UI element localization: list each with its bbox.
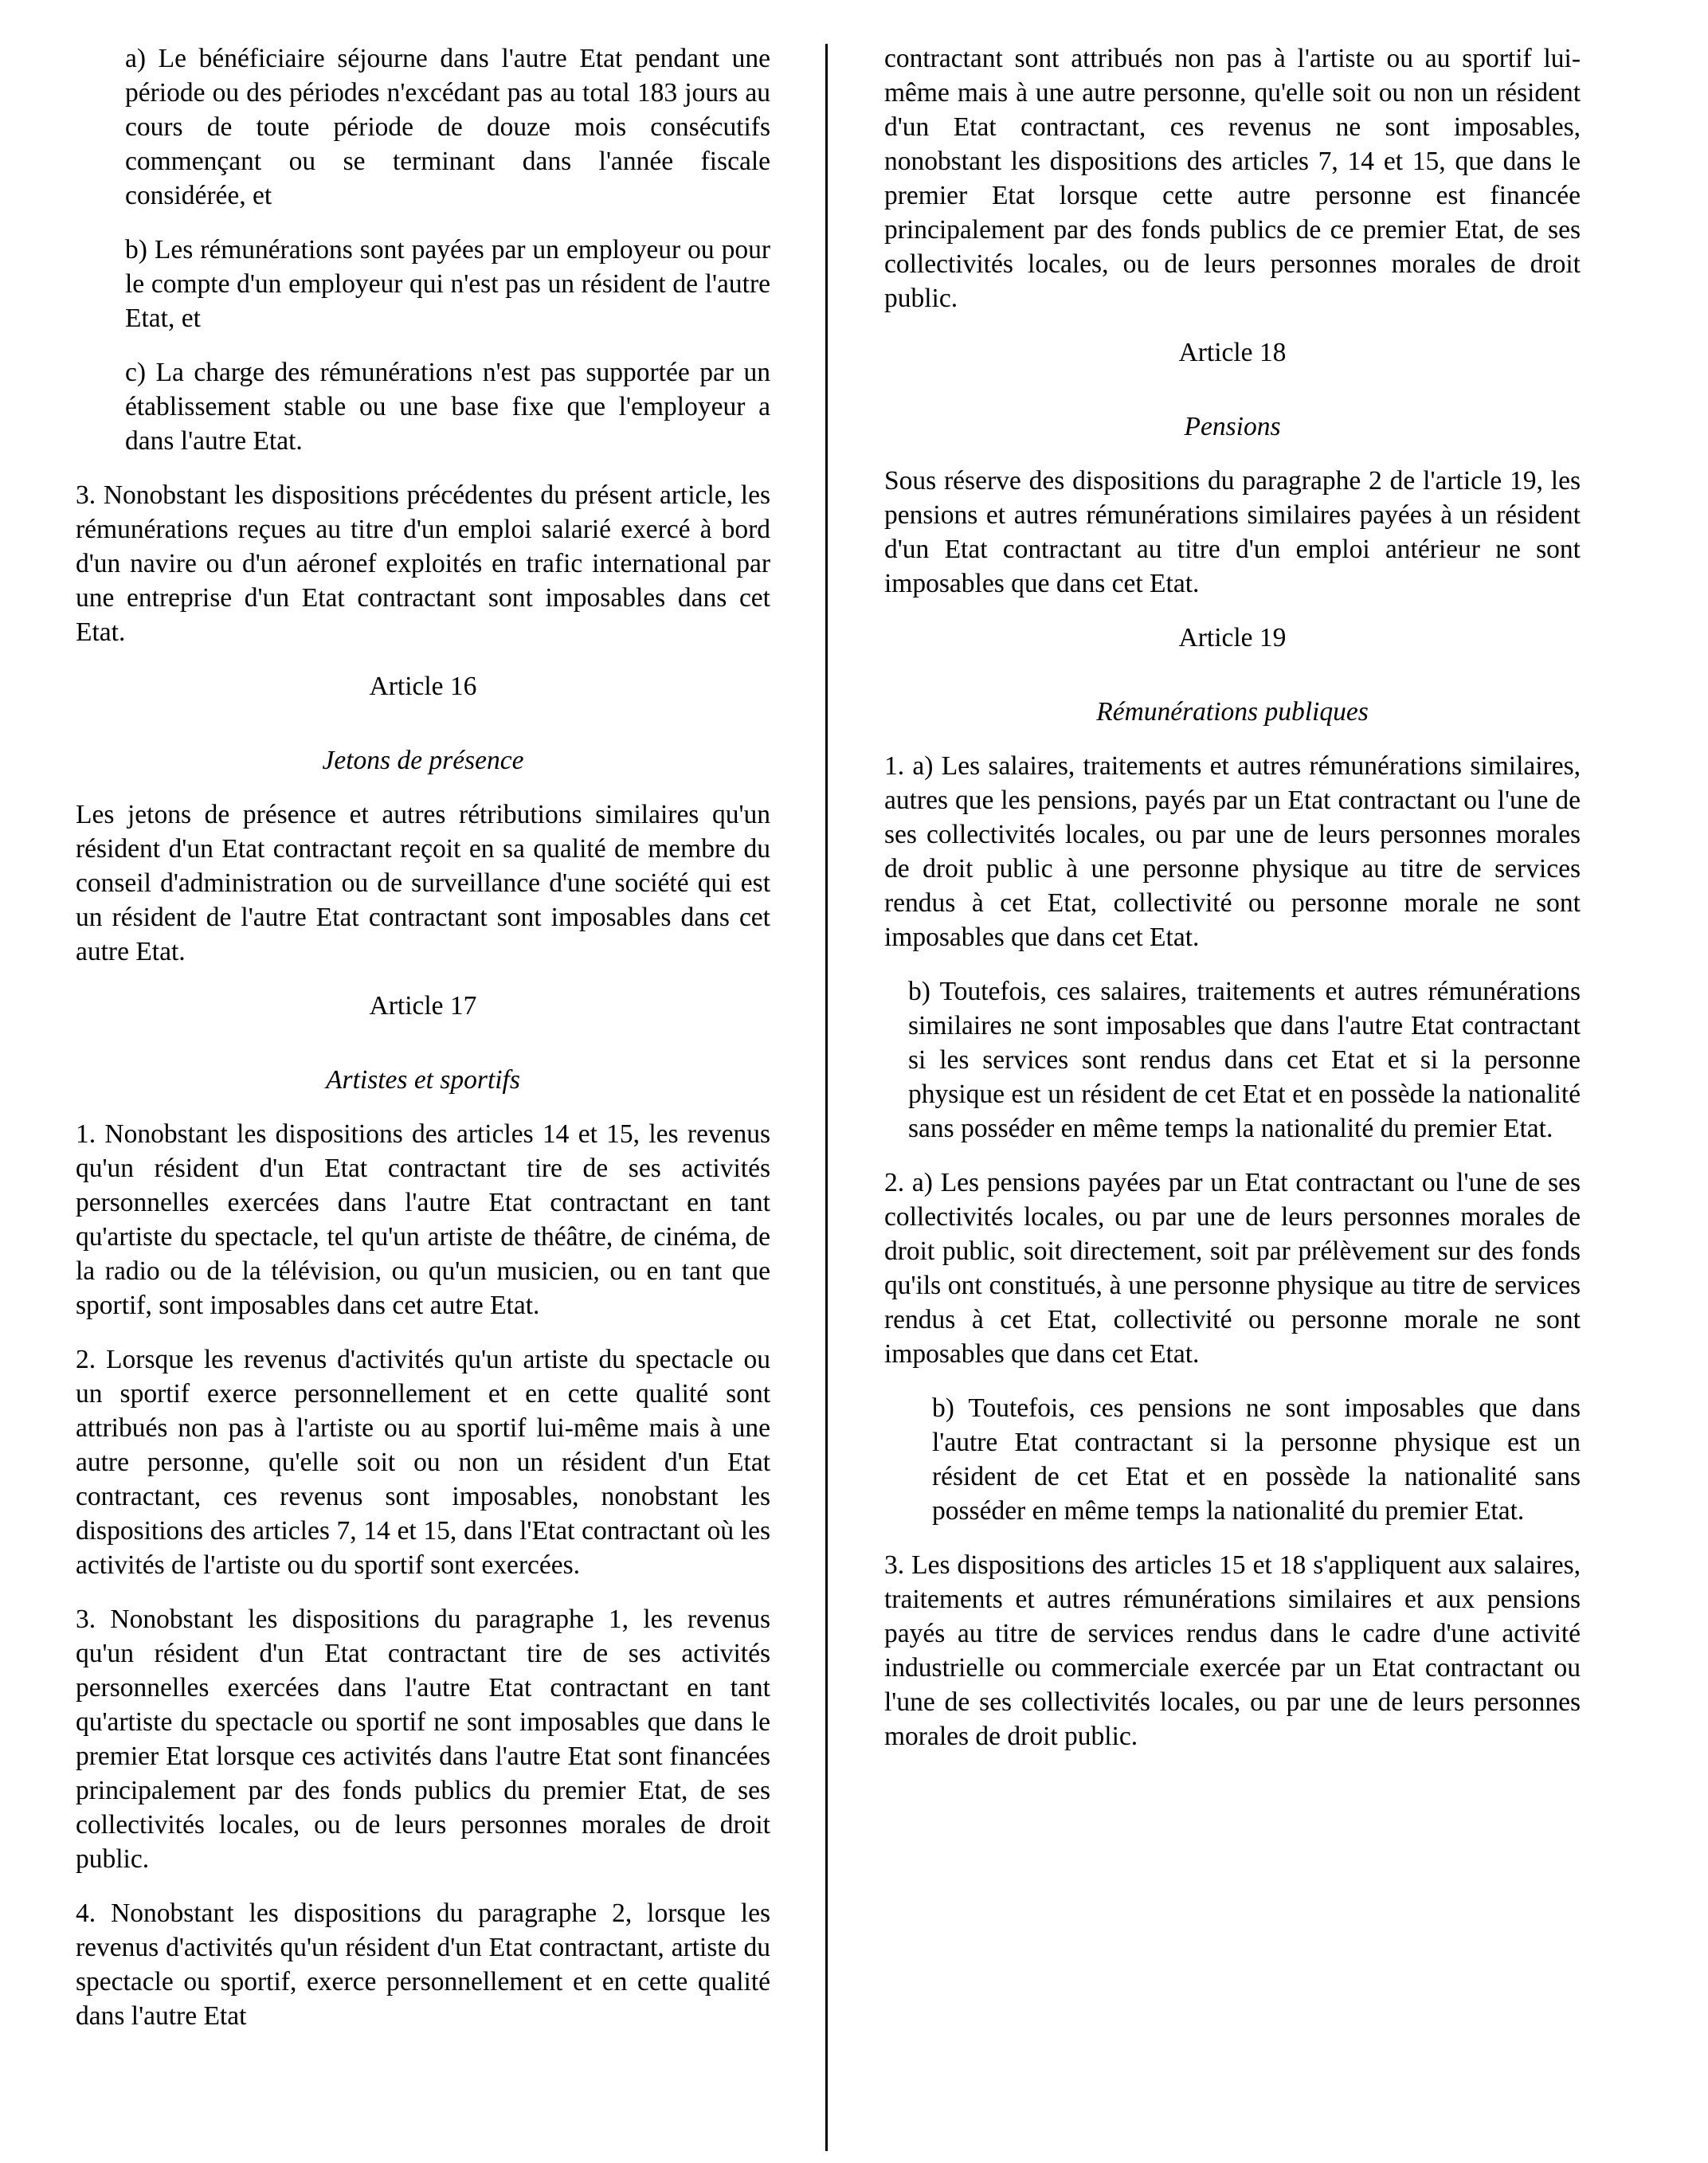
article-18-heading: Article 18: [1178, 338, 1287, 367]
article-16-subtitle: Jetons de présence: [322, 746, 524, 775]
article-17-subtitle: Artistes et sportifs: [326, 1065, 520, 1095]
article-19-paragraph-1b: b) Toutefois, ces salaires, traitements et autres rémunérations similaires ne sont imposables que dans l'autre Etat contractant si les services sont rendus dans cet Etat et si la personne physique est un résident de cet Etat et en possède la nationalité sans posséder en même temps la nationalité du premier Etat.: [908, 977, 1581, 1143]
left-column: [76, 41, 770, 2033]
article-19-heading: Article 19: [1178, 623, 1287, 652]
article-18-paragraph: Sous réserve des dispositions du paragraphe 2 de l'article 19, les pensions et autres rémunérations similaires payées à un résident d'un Etat contractant au titre d'un emploi antérieur ne sont imposables que dans cet Etat.: [884, 466, 1581, 598]
paragraph-2b: b) Les rémunérations sont payées par un employeur ou pour le compte d'un employeur qui n'est pas un résident de l'autre Etat, et: [125, 235, 770, 333]
article-17-paragraph-4-continued: contractant sont attribués non pas à l'artiste ou au sportif lui-même mais à une autre personne, qu'elle soit ou non un résident d'un Etat contractant, ces revenus ne sont imposables, nonobstant les dispositions des articles 7, 14 et 15, que dans le premier Etat lorsque cette autre personne est financée principalement par des fonds publics de ce premier Etat, de ses collectivités locales, ou de leurs personnes morales de droit public.: [884, 44, 1581, 313]
article-19-paragraph-2a: 2. a) Les pensions payées par un Etat contractant ou l'une de ses collectivités locales, ou par une de leurs personnes morales de droit public, soit directement, soit par prélèvement sur des fonds qu'ils ont constitués, à une personne physique au titre de services rendus à cet Etat, collectivité ou personne morale ne sont imposables que dans cet Etat.: [884, 1168, 1581, 1369]
right-column: [884, 41, 1581, 1754]
article-19-paragraph-2b: b) Toutefois, ces pensions ne sont imposables que dans l'autre Etat contractant si la personne physique est un résident de cet Etat et en possède la nationalité sans posséder en même temps la nationalité du premier Etat.: [932, 1393, 1581, 1526]
article-17-paragraph-1: 1. Nonobstant les dispositions des articles 14 et 15, les revenus qu'un résident d'un Etat contractant tire de ses activités personnelles exercées dans l'autre Etat contractant en tant qu'artiste du spectacle, tel qu'un artiste de théâtre, de cinéma, de la radio ou de la télévision, ou qu'un musicien, ou en tant que sportif, sont imposables dans cet autre Etat.: [76, 1119, 770, 1320]
article-17-paragraph-4: 4. Nonobstant les dispositions du paragraphe 2, lorsque les revenus d'activités qu'un résident d'un Etat contractant, artiste du spectacle ou sportif, exerce personnellement et en cette qualité dans l'autre Etat: [76, 1899, 770, 2031]
paragraph-2c: c) La charge des rémunérations n'est pas supportée par un établissement stable ou une base fixe que l'employeur a dans l'autre Etat.: [125, 358, 770, 456]
article-16-paragraph: Les jetons de présence et autres rétributions similaires qu'un résident d'un Etat contractant reçoit en sa qualité de membre du conseil d'administration ou de surveillance d'une société qui est un résident de l'autre Etat contractant sont imposables dans cet autre Etat.: [76, 800, 770, 966]
article-16-heading: Article 16: [369, 672, 477, 701]
article-17-paragraph-2: 2. Lorsque les revenus d'activités qu'un artiste du spectacle ou un sportif exerce personnellement et en cette qualité sont attribués non pas à l'artiste ou au sportif lui-même mais à une autre personne, qu'elle soit ou non un résident d'un Etat contractant, ces revenus sont imposables, nonobstant les dispositions des articles 7, 14 et 15, dans l'Etat contractant où les activités de l'artiste ou du sportif sont exercées.: [76, 1345, 770, 1580]
paragraph-2a: a) Le bénéficiaire séjourne dans l'autre Etat pendant une période ou des périodes n'excédant pas au total 183 jours au cours de toute période de douze mois consécutifs commençant ou se terminant dans l'année fiscale considérée, et: [125, 44, 770, 210]
column-divider: [825, 44, 828, 2151]
paragraph-3: 3. Nonobstant les dispositions précédentes du présent article, les rémunérations reçues au titre d'un emploi salarié exercé à bord d'un navire ou d'un aéronef exploités en trafic international par une entreprise d'un Etat contractant sont imposables dans cet Etat.: [76, 480, 770, 647]
article-19-paragraph-3: 3. Les dispositions des articles 15 et 18 s'appliquent aux salaires, traitements et autres rémunérations similaires et aux pensions payés au titre de services rendus dans le cadre d'une activité industrielle ou commerciale exercée par un Etat contractant ou l'une de ses collectivités locales, ou par une de leurs personnes morales de droit public.: [884, 1550, 1581, 1751]
article-19-paragraph-1a: 1. a) Les salaires, traitements et autres rémunérations similaires, autres que les pensions, payés par un Etat contractant ou l'une de ses collectivités locales, ou par une de leurs personnes morales de droit public à une personne physique au titre de services rendus à cet Etat, collectivité ou personne morale ne sont imposables que dans cet Etat.: [884, 751, 1581, 952]
article-17-heading: Article 17: [369, 991, 477, 1021]
article-18-subtitle: Pensions: [1184, 412, 1281, 441]
article-17-paragraph-3: 3. Nonobstant les dispositions du paragraphe 1, les revenus qu'un résident d'un Etat contractant tire de ses activités personnelles exercées dans l'autre Etat contractant en tant qu'artiste du spectacle ou sportif ne sont imposables que dans le premier Etat lorsque ces activités dans l'autre Etat sont financées principalement par des fonds publics du premier Etat, de ses collectivités locales, ou de leurs personnes morales de droit public.: [76, 1605, 770, 1874]
article-19-subtitle: Rémunérations publiques: [1096, 697, 1369, 727]
